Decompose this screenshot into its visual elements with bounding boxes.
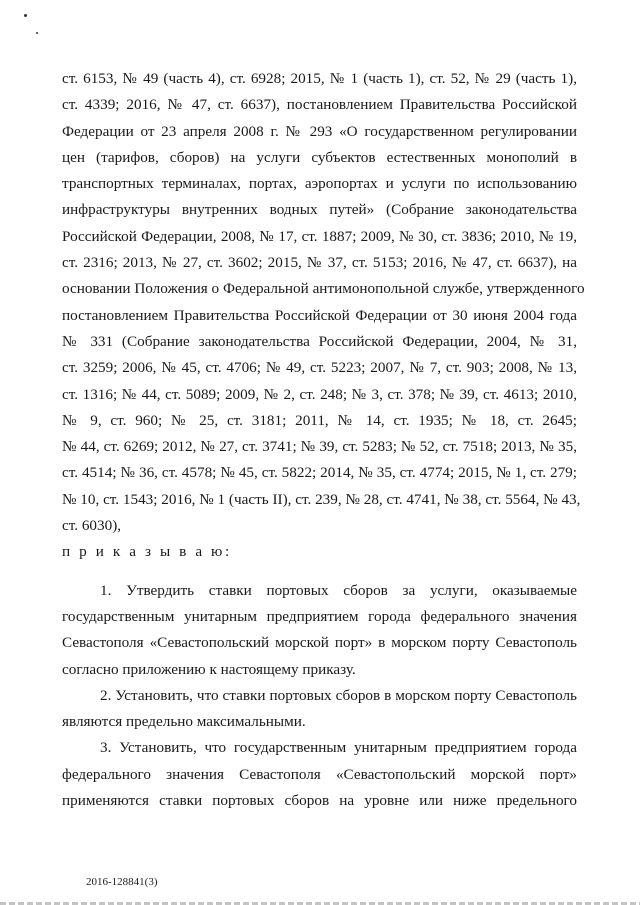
- document-body: [62, 66, 585, 814]
- text-line: Севастополя «Севастопольский морской порт» в морском порту Севастополь: [62, 634, 577, 652]
- text-line: ст. 2316; 2013, № 27, ст. 3602; 2015, № 37, ст. 5153; 2016, № 47, ст. 6637), на: [62, 254, 577, 272]
- text-line: транспортных терминалах, портах, аэропортах и услуги по использованию: [62, 175, 577, 193]
- text-line: № 331 (Собрание законодательства Российской Федерации, 2004, № 31,: [62, 332, 577, 350]
- text-line: государственным унитарным предприятием города федерального значения: [62, 607, 577, 625]
- text-line: являются предельно максимальными.: [62, 713, 306, 731]
- text-line: ст. 3259; 2006, № 45, ст. 4706; № 49, ст. 5223; 2007, № 7, ст. 903; 2008, № 13,: [62, 359, 577, 377]
- text-line: № 10, ст. 1543; 2016, № 1 (часть II), ст. 239, № 28, ст. 4741, № 38, ст. 5564, № 43,: [62, 490, 581, 508]
- text-line: ст. 6153, № 49 (часть 4), ст. 6928; 2015, № 1 (часть 1), ст. 52, № 29 (часть 1),: [62, 70, 577, 87]
- order-item-1: [62, 578, 577, 683]
- text-line: согласно приложению к настоящему приказу.: [62, 660, 356, 678]
- text-line: постановлением Правительства Российской Федерации от 30 июня 2004 года: [62, 306, 577, 324]
- text-line: 2. Установить, что ставки портовых сборов в морском порту Севастополь: [100, 686, 577, 704]
- scan-speck: [24, 14, 27, 17]
- text-line: 3. Установить, что государственным унитарным предприятием города: [100, 739, 577, 757]
- text-line: федерального значения Севастополя «Севастопольский морской порт»: [62, 765, 577, 783]
- order-word: п р и к а з ы в а ю:: [62, 543, 232, 561]
- text-line: применяются ставки портовых сборов на уровне или ниже предельного: [62, 792, 577, 810]
- text-line: Федерации от 23 апреля 2008 г. № 293 «О государственном регулировании: [62, 122, 577, 140]
- text-line: цен (тарифов, сборов) на услуги субъектов естественных монополий в: [62, 148, 577, 166]
- document-number: 2016-128841(3): [86, 876, 158, 888]
- text-line: ст. 6030),: [62, 517, 122, 535]
- text-line: ст. 1316; № 44, ст. 5089; 2009, № 2, ст. 248; № 3, ст. 378; № 39, ст. 4613; 2010,: [62, 385, 577, 403]
- scan-speck: [36, 32, 38, 34]
- text-line: ст. 4514; № 36, ст. 4578; № 45, ст. 5822; 2014, № 35, ст. 4774; 2015, № 1, ст. 279;: [62, 464, 577, 482]
- text-line: Российской Федерации, 2008, № 17, ст. 1887; 2009, № 30, ст. 3836; 2010, № 19,: [62, 227, 577, 245]
- text-line: ст. 4339; 2016, № 47, ст. 6637), постановлением Правительства Российской: [62, 96, 577, 114]
- text-line: № 44, ст. 6269; 2012, № 27, ст. 3741; № 39, ст. 5283; № 52, ст. 7518; 2013, № 35,: [62, 438, 577, 456]
- text-line: 1. Утвердить ставки портовых сборов за услуги, оказываемые: [100, 581, 577, 599]
- text-line: № 9, ст. 960; № 25, ст. 3181; 2011, № 14, ст. 1935; № 18, ст. 2645;: [62, 411, 577, 429]
- text-line: основании Положения о Федеральной антимонопольной службе, утвержденного: [62, 280, 585, 298]
- order-item-3: [62, 735, 577, 814]
- continuation-paragraph: [62, 66, 585, 539]
- text-line: инфраструктуры внутренних водных путей» (Собрание законодательства: [62, 201, 577, 219]
- order-item-2: [62, 683, 577, 736]
